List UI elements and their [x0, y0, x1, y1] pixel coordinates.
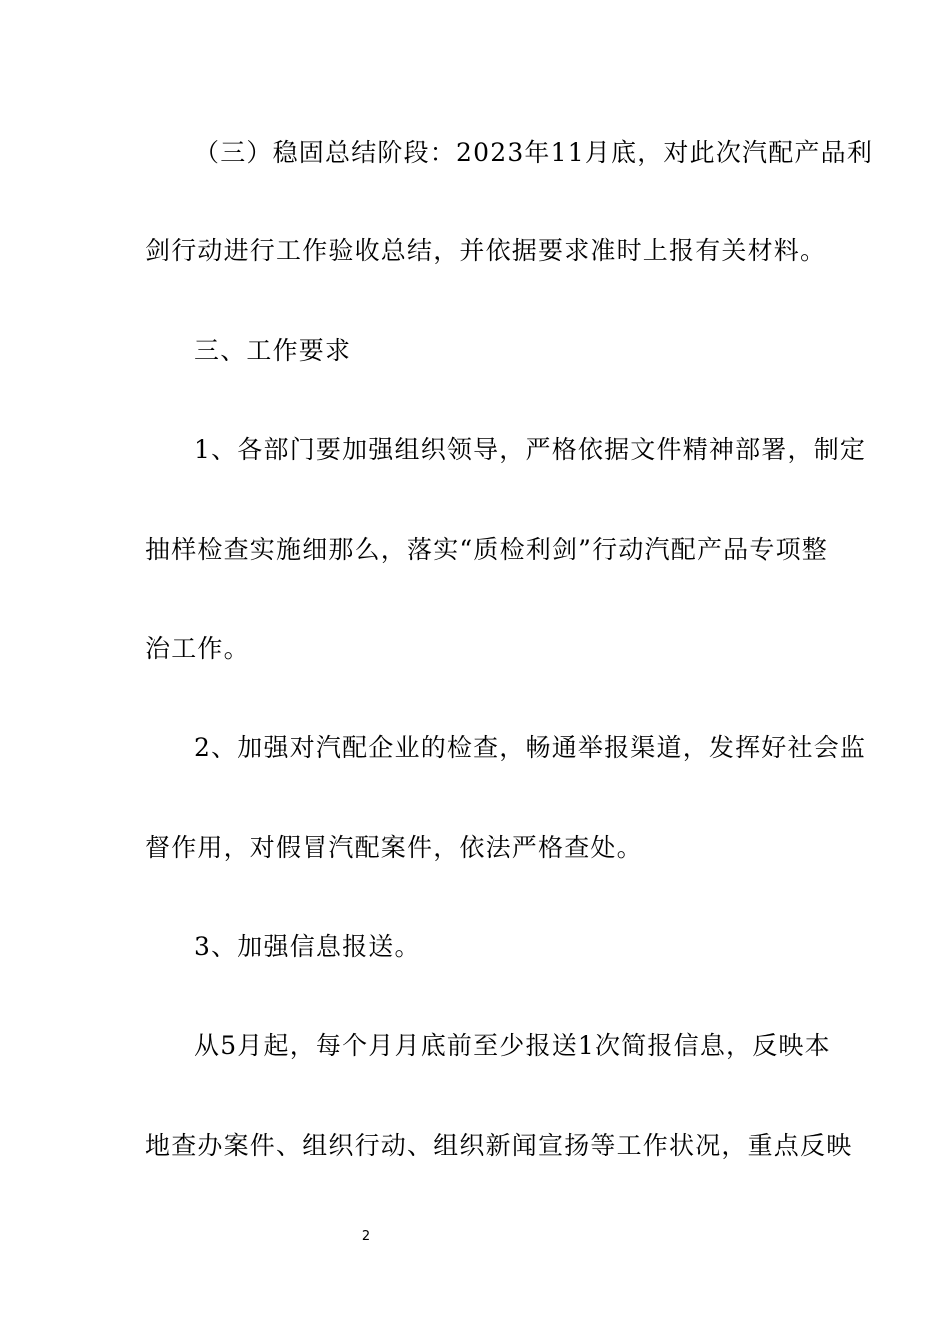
paragraph-line: 抽样检查实施细那么，落实“质检利剑”行动汽配产品专项整	[145, 535, 828, 564]
paragraph-line: 从5月起，每个月月底前至少报送1次简报信息，反映本	[194, 1031, 831, 1060]
paragraph-line: 督作用，对假冒汽配案件，依法严格查处。	[145, 833, 643, 862]
paragraph-line: 地查办案件、组织行动、组织新闻宣扬等工作状况，重点反映	[145, 1131, 853, 1160]
section-heading: 三、工作要求	[194, 336, 352, 365]
paragraph-line: （三）稳固总结阶段：2023年11月底，对此次汽配产品利	[194, 138, 874, 167]
page-number: 2	[361, 1229, 371, 1244]
paragraph-line: 1、各部门要加强组织领导，严格依据文件精神部署，制定	[194, 435, 867, 464]
paragraph-line: 治工作。	[145, 634, 250, 663]
paragraph-line: 3、加强信息报送。	[194, 932, 421, 961]
paragraph-line: 2、加强对汽配企业的检查，畅通举报渠道，发挥好社会监	[194, 733, 867, 762]
paragraph-line: 剑行动进行工作验收总结，并依据要求准时上报有关材料。	[145, 236, 827, 265]
